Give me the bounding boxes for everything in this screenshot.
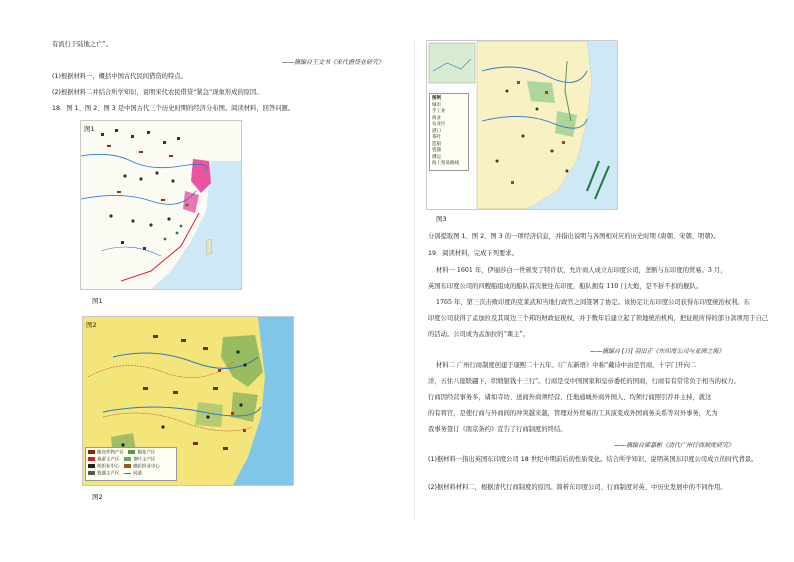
map-symbols-brown: [143, 335, 228, 450]
material-2-line-1: 材料二 广州行商制度创建于康熙二十五年。《广东新语》中称“戴诗中由是官商，十字门开向二: [436, 362, 697, 369]
figure-1-caption: 图1: [92, 297, 103, 305]
question-18: 18．图 1、图 2、图 3 是中国古代三个历史时期的经济分布图。阅读材料，回答问题。: [52, 105, 295, 112]
legend-swatch: [124, 464, 131, 468]
source-citation-3: ——摘编自梁嘉彬《清代广州行商制度研究》: [614, 442, 735, 449]
agri-zone-1: [527, 81, 555, 103]
figure-1-svg: [81, 121, 241, 289]
material-1-line-4: 印度公司获得了孟加拉及其周边三个邦的财政征税权，并于数年后建立起了领地统治机构，把征税所得的部分款项用于自己: [428, 315, 769, 322]
agri-zone-2: [555, 111, 577, 137]
legend-row: 丝织业中心 棉纺织业中心: [88, 464, 174, 471]
material-1-line-5: 的活动。公司成为孟加拉的“课主”。: [428, 331, 529, 338]
source-citation-1: ——摘编自王文书《宋代借贷业研究》: [282, 59, 385, 66]
figure-3-legend: 图例 城市 手工业 商业 农业区 港口 茶叶 造船 瓷器 漕运 海上贸易路线: [429, 93, 469, 171]
figure-3-map: [426, 40, 618, 210]
figure-2-map: [82, 316, 294, 486]
figure-2-label-top: 图2: [86, 321, 97, 329]
text-line-top: 有流行于陆地之亡”。: [52, 41, 112, 48]
legend-swatch: [88, 457, 95, 461]
boundary-line: [88, 362, 233, 378]
legend-swatch: [88, 450, 95, 454]
legend-swatch: [88, 464, 95, 468]
legend-row: 桑蚕主产区 茶叶主产区: [88, 457, 174, 464]
legend-row: 瓷器主产区 河道: [88, 471, 174, 478]
legend-swatch: [88, 471, 95, 475]
source-citation-2: ——摘编自 [日] 羽田正《东印度公司与亚洲之海》: [590, 348, 725, 355]
legend-swatch: [124, 457, 131, 461]
legend-row: 粮食作物产区 棉花产区: [88, 450, 174, 457]
inset-map: [429, 43, 475, 83]
material-1-line-2: 英国东印度公司的四艘船组成的船队首次驶往东印度，船队拥有 110 门大炮，是不折不扣的舰队。: [428, 283, 703, 290]
material-1-line-3: 1765 年，第三次击败印度的克莱武和当地行政官之间签署了协定。该协定让东印度公司获得东印度统治权利。东: [436, 299, 750, 306]
figure-1-label-top: 图1: [84, 125, 95, 133]
material-2-line-5: 我事务签订《南京条约》宣告了行商制度的终结。: [428, 426, 567, 433]
question-1: (1)根据材料一，概括中国古代民间借贷的特点。: [52, 73, 187, 80]
column-divider: [414, 40, 415, 520]
material-2-line-3: 行商因经营事务多，诸如寺坊、送商外商须经营、任地通城外商外国人、均须行商照引荐并主持，就这: [428, 394, 712, 401]
figure-2-caption: 图2: [92, 493, 103, 501]
material-2-line-4: 的有将官，是使行商与外商间的冲突越来越，管理对外贸易的工具演变成外国商务关系等对外事务，尤为: [428, 410, 718, 417]
figure-1-map: [80, 120, 242, 290]
material-2-line-2: 洋，五住八座联翩下，织缎银钱十三行”。行商是受中国国家和皇帝委托的国商，行商有有常常负于相当的权力。: [428, 378, 740, 385]
figure-2-legend: [85, 447, 177, 481]
question-19-2: (2)据材料材料二，根据清代行商制度的原因。简析东印度公司、行商制度对英、中历史发展中的不同作用。: [428, 484, 727, 491]
question-2: (2)根据材料二并结合所学知识，说明宋代农民借贷“紧急”现象形成的原因。: [52, 89, 263, 96]
production-zone-east: [231, 392, 258, 422]
material-1-line-1: 材料一 1601 年，伊丽莎白一世颁发了特许状，允许商人成立东印度公司，垄断与东印度的贸易。3 月，: [436, 267, 727, 274]
production-zone-north: [221, 335, 263, 387]
legend-swatch: [124, 473, 131, 474]
figure-3-caption: 图3: [436, 215, 447, 223]
question-figures: 分别提取图 1、图 2、图 3 的一项经济信息，并指出说明与各图相对应的历史时期 (唐朝、宋朝、明朝)。: [428, 233, 720, 240]
question-19: 19．阅读材料，完成下列要求。: [428, 250, 518, 257]
question-19-1: (1)据材料一指出英国东印度公司 18 世纪中期前后的性质变化。结合所学知识，说明英国东印度公司成立的时代背景。: [428, 456, 758, 463]
legend-swatch: [128, 450, 135, 454]
taiwan-island: [206, 239, 212, 255]
